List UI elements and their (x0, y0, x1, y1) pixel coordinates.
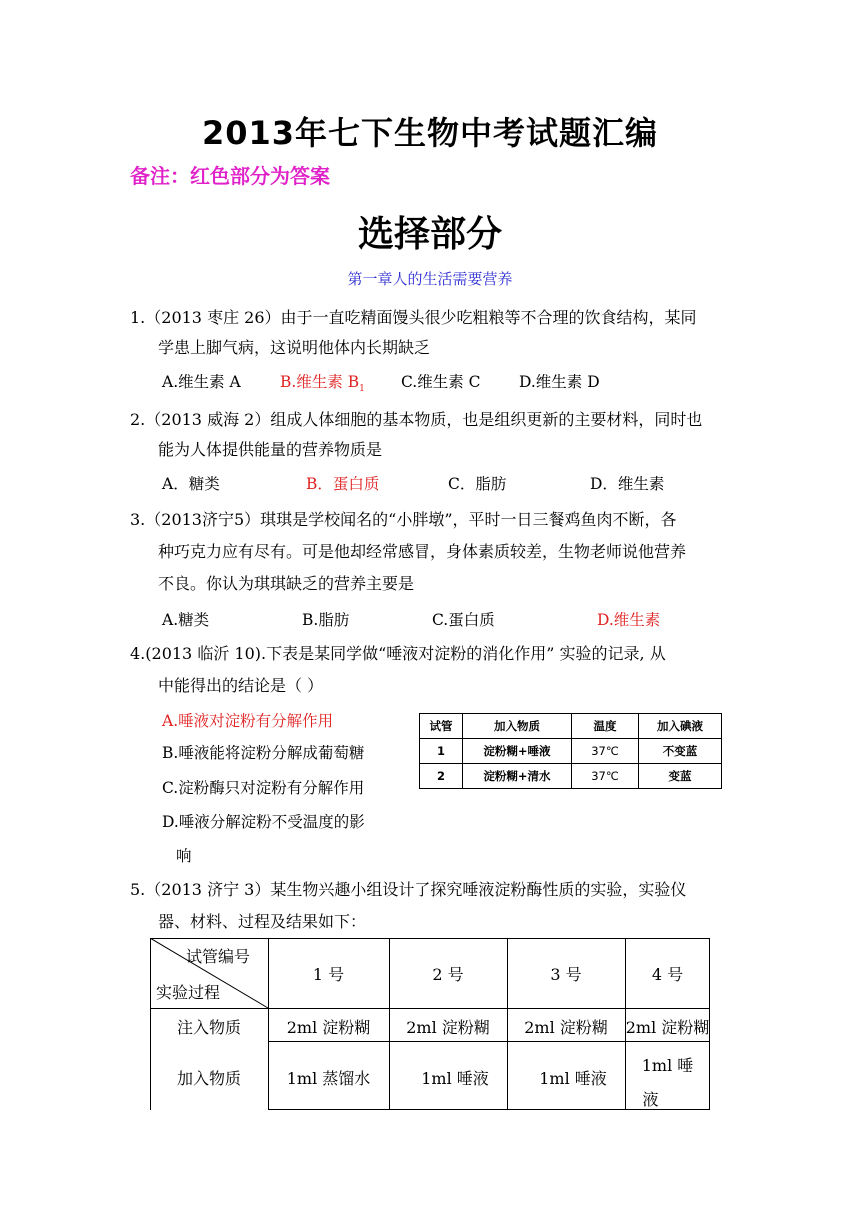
table-cell: 1ml 唾液 (421, 1069, 489, 1088)
q3-option-d: D.维生素 (597, 611, 661, 629)
table-header-row (420, 714, 722, 739)
table-cell-part: 1ml 唾 (641, 1056, 694, 1075)
column-header: 3 号 (550, 965, 582, 984)
column-header: 2 号 (432, 965, 464, 984)
q4-table (419, 713, 722, 789)
column-header: 1 号 (312, 965, 345, 984)
table-header: 加入碘液 (639, 714, 722, 739)
table-cell: 37℃ (572, 739, 639, 764)
q3-line2: 种巧克力应有尽有。可是他却经常感冒，身体素质较差，生物老师说他营养 (158, 542, 687, 561)
table-cell: 37℃ (572, 764, 639, 789)
table-header: 试管 (420, 714, 463, 739)
q1-option-b-text: B.维生素 B (280, 373, 360, 391)
table-cell: 不变蓝 (639, 739, 722, 764)
q5-line2: 器、材料、过程及结果如下： (158, 912, 367, 931)
q1-option-b-sub: 1 (359, 384, 365, 395)
q2-option-b: B．蛋白质 (306, 475, 380, 493)
q4-option-c: C.淀粉酶只对淀粉有分解作用 (162, 779, 365, 797)
table-cell-cont: 液 (642, 1090, 659, 1109)
q1-line2: 学患上脚气病，这说明他体内长期缺乏 (158, 338, 431, 357)
table-header: 温度 (572, 714, 639, 739)
q3-option-a: A.糖类 (162, 611, 210, 629)
q1-option-a: A.维生素 A (162, 373, 241, 391)
table-cell: 变蓝 (639, 764, 722, 789)
table-row (420, 739, 722, 764)
q4-line1: 4.(2013 临沂 10).下表是某同学做“唾液对淀粉的消化作用” 实验的记录, 从 (130, 644, 666, 663)
corner-bottom-label: 实验过程 (156, 983, 221, 1002)
q3-line1: 3.（2013济宁5）琪琪是学校闻名的“小胖墩”，平时一日三餐鸡鱼肉不断，各 (130, 510, 677, 529)
table-cell: 淀粉糊+唾液 (463, 739, 572, 764)
q3-option-b: B.脂肪 (302, 611, 350, 629)
column-header: 4 号 (651, 965, 684, 984)
q4-option-b: B.唾液能将淀粉分解成葡萄糖 (162, 744, 365, 762)
table-row (420, 764, 722, 789)
q4-option-d: D.唾液分解淀粉不受温度的影 (162, 813, 365, 831)
chapter-heading: 第一章人的生活需要营养 (347, 270, 513, 288)
table-cell: 2ml 淀粉糊 (286, 1018, 371, 1037)
q3-line3: 不良。你认为琪琪缺乏的营养主要是 (158, 574, 415, 593)
table-cell: 1ml 蒸馏水 (286, 1069, 371, 1088)
table-cell: 2ml 淀粉糊 (524, 1018, 608, 1037)
q2-option-d: D．维生素 (590, 475, 665, 493)
q2-option-a: A．糖类 (162, 475, 220, 493)
table-cell (625, 1049, 710, 1117)
q1-line1: 1.（2013 枣庄 26）由于一直吃精面馒头很少吃粗粮等不合理的饮食结构，某同 (130, 308, 697, 327)
table-cell: 1ml 唾液 (539, 1069, 607, 1088)
q5-line1: 5.（2013 济宁 3）某生物兴趣小组设计了探究唾液淀粉酶性质的实验，实验仪 (130, 880, 687, 899)
q2-line2: 能为人体提供能量的营养物质是 (158, 440, 383, 459)
table-header: 加入物质 (463, 714, 572, 739)
page-title: 2013年七下生物中考试题汇编 (201, 114, 659, 152)
table-cell: 2 (420, 764, 463, 789)
table-cell: 淀粉糊+清水 (463, 764, 572, 789)
q4-option-d-cont: 响 (176, 847, 192, 865)
row-label: 注入物质 (176, 1018, 241, 1037)
table-cell: 1 (420, 739, 463, 764)
q1-option-d: D.维生素 D (519, 373, 600, 391)
q3-option-c: C.蛋白质 (432, 611, 495, 629)
table-cell: 2ml 淀粉糊 (625, 1018, 710, 1037)
table-cell: 2ml 淀粉糊 (406, 1018, 490, 1037)
section-heading: 选择部分 (357, 214, 502, 255)
corner-top-label: 试管编号 (186, 947, 251, 966)
q2-option-c: C．脂肪 (448, 475, 507, 493)
q1-option-c: C.维生素 C (401, 373, 481, 391)
q5-table (150, 938, 710, 1110)
q1-option-b (280, 370, 365, 394)
q4-line2: 中能得出的结论是（ ） (158, 676, 324, 695)
row-label: 加入物质 (176, 1069, 241, 1088)
answer-note: 备注：红色部分为答案 (130, 164, 330, 188)
q2-line1: 2.（2013 威海 2）组成人体细胞的基本物质，也是组织更新的主要材料，同时也 (130, 410, 703, 429)
q4-option-a: A.唾液对淀粉有分解作用 (162, 712, 334, 730)
